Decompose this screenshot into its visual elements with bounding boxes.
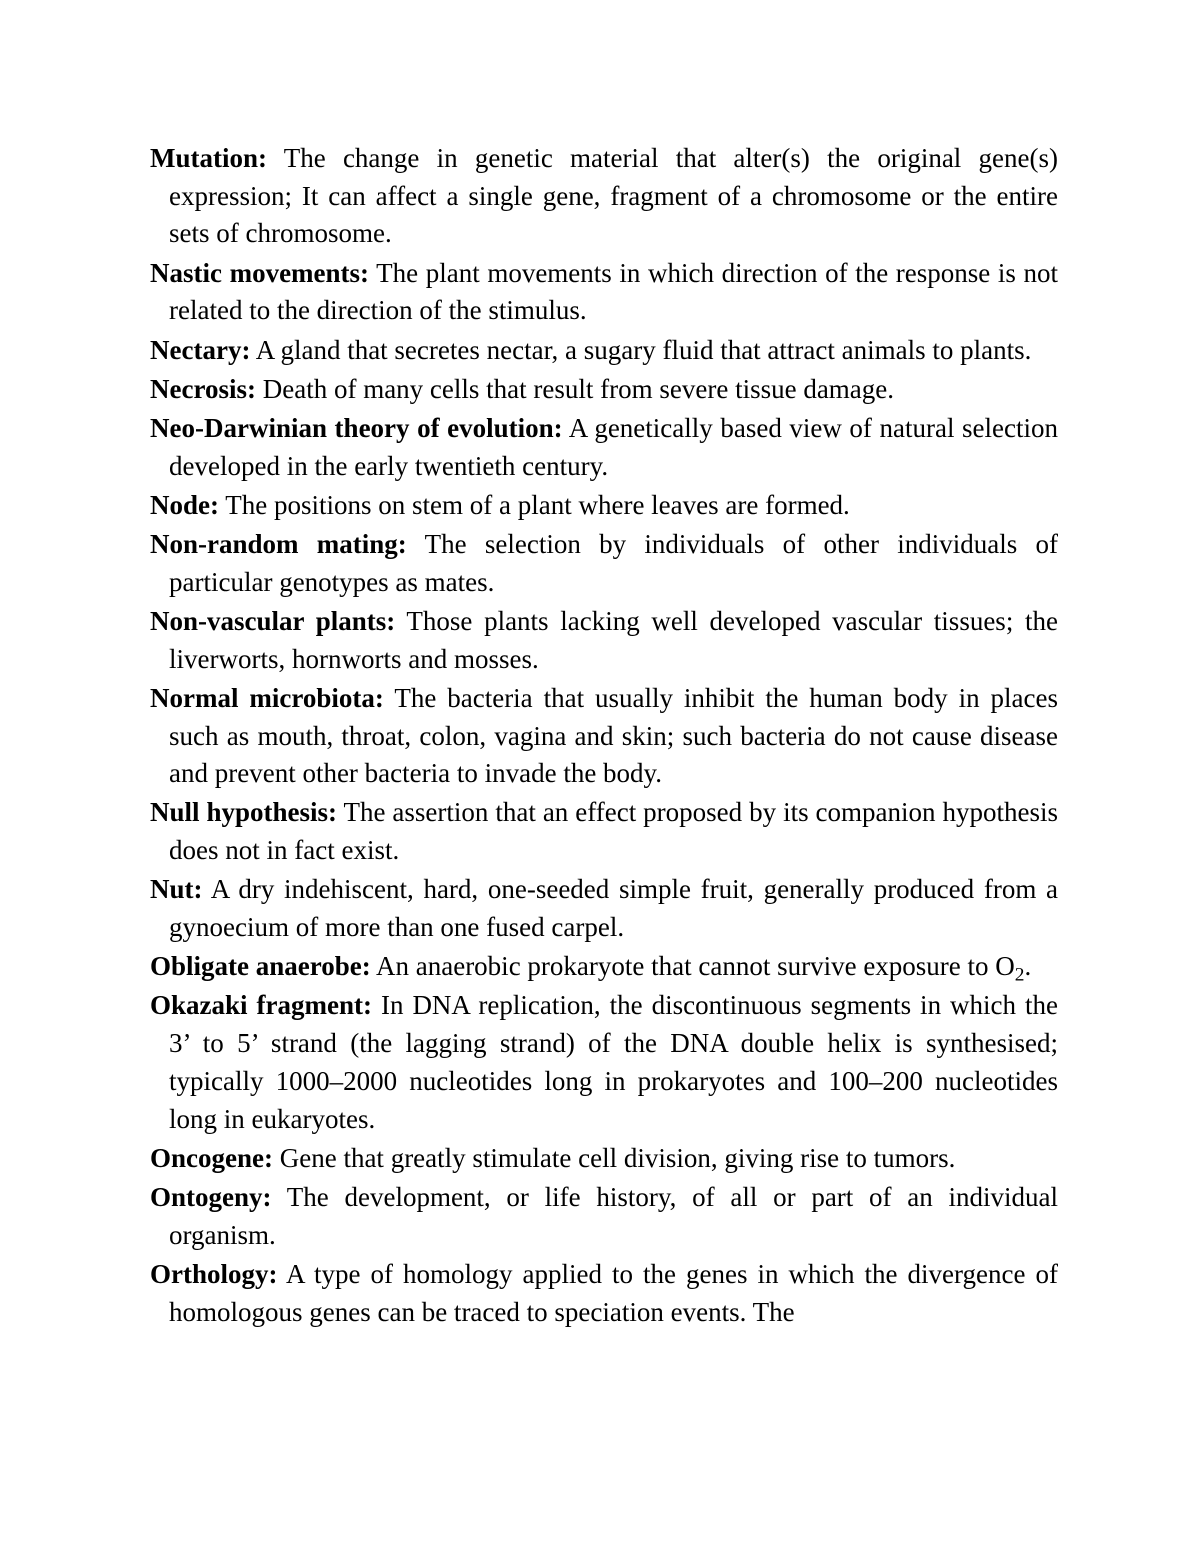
glossary-entry-nut — [150, 871, 1058, 946]
glossary-entry-necrosis — [150, 371, 1058, 409]
glossary-definition-end: . — [1024, 951, 1032, 982]
glossary-entry-non-vascular-plants — [150, 603, 1058, 678]
glossary-entry-mutation — [150, 140, 1058, 253]
glossary-entry-null-hypothesis — [150, 794, 1058, 869]
glossary-entry-orthology — [150, 1256, 1058, 1331]
glossary-term: Normal microbiota: — [150, 682, 384, 713]
glossary-definition: The bacteria that usually inhibit the human body in places such as mouth, throat, colon, vagina and skin; such bacteria do not cause disease and prevent other bacteria to invade the body. — [169, 682, 1059, 789]
glossary-entry-non-random-mating — [150, 526, 1058, 601]
glossary-definition: In DNA replication, the discontinuous segments in which the 3’ to 5’ strand (the lagging strand) of the DNA double helix is synthesised; typically 1000–2000 nucleotides long in prokaryotes and 100–200 nucleotides long in eukaryotes. — [169, 990, 1059, 1134]
glossary-entry-ontogeny — [150, 1179, 1058, 1254]
glossary-entry-okazaki-fragment — [150, 987, 1058, 1138]
subscript: 2 — [1014, 964, 1025, 986]
glossary-term: Oncogene: — [150, 1142, 273, 1173]
glossary-page — [150, 140, 1058, 1333]
glossary-term: Non-random mating: — [150, 529, 407, 560]
glossary-definition: The plant movements in which direction of the response is not related to the direction of the stimulus. — [169, 257, 1058, 326]
glossary-definition: The selection by individuals of other individuals of particular genotypes as mates. — [169, 529, 1058, 597]
glossary-definition: Gene that greatly stimulate cell division, giving rise to tumors. — [272, 1142, 956, 1173]
glossary-term: Nastic movements: — [150, 257, 370, 288]
glossary-definition: A dry indehiscent, hard, one-seeded simple fruit, generally produced from a gynoecium of more than one fused carpel. — [169, 874, 1058, 943]
glossary-definition: The change in genetic material that alter(s) the original gene(s) expression; It can affect a single gene, fragment of a chromosome or the entire sets of chromosome. — [169, 143, 1058, 249]
glossary-definition: Those plants lacking well developed vascular tissues; the liverworts, hornworts and mosses. — [169, 605, 1058, 674]
glossary-definition: A type of homology applied to the genes in which the divergence of homologous genes can be traced to speciation events. The — [169, 1258, 1058, 1327]
glossary-term: Mutation: — [150, 143, 267, 173]
glossary-definition: A genetically based view of natural selection developed in the early twentieth century. — [169, 412, 1058, 481]
glossary-entry-node — [150, 487, 1058, 525]
glossary-definition: A gland that secretes nectar, a sugary fluid that attract animals to plants. — [250, 334, 1032, 365]
glossary-entry-nectary — [150, 332, 1058, 370]
glossary-term: Neo-Darwinian theory of evolution: — [150, 412, 563, 443]
glossary-term: Obligate anaerobe: — [150, 951, 371, 982]
glossary-definition: An anaerobic prokaryote that cannot survive exposure to O — [370, 951, 1015, 982]
glossary-term: Ontogeny: — [150, 1181, 272, 1212]
glossary-term: Nectary: — [150, 334, 251, 365]
glossary-term: Orthology: — [150, 1258, 278, 1289]
glossary-term: Null hypothesis: — [150, 797, 338, 828]
glossary-term: Necrosis: — [150, 373, 256, 404]
glossary-definition: The assertion that an effect proposed by its companion hypothesis does not in fact exist. — [169, 797, 1058, 866]
glossary-entry-obligate-anaerobe — [150, 948, 1058, 986]
glossary-term: Node: — [150, 489, 219, 520]
glossary-entry-normal-microbiota — [150, 680, 1058, 793]
glossary-entry-oncogene — [150, 1140, 1058, 1178]
glossary-definition: Death of many cells that result from severe tissue damage. — [255, 373, 895, 404]
glossary-term: Non-vascular plants: — [150, 605, 396, 636]
glossary-term: Okazaki fragment: — [150, 990, 372, 1021]
glossary-term: Nut: — [150, 874, 203, 905]
glossary-entry-neo-darwinian-theory — [150, 410, 1058, 485]
glossary-definition: The positions on stem of a plant where leaves are formed. — [219, 489, 850, 520]
glossary-entry-nastic-movements — [150, 255, 1058, 330]
glossary-definition: The development, or life history, of all or part of an individual organism. — [169, 1181, 1058, 1250]
